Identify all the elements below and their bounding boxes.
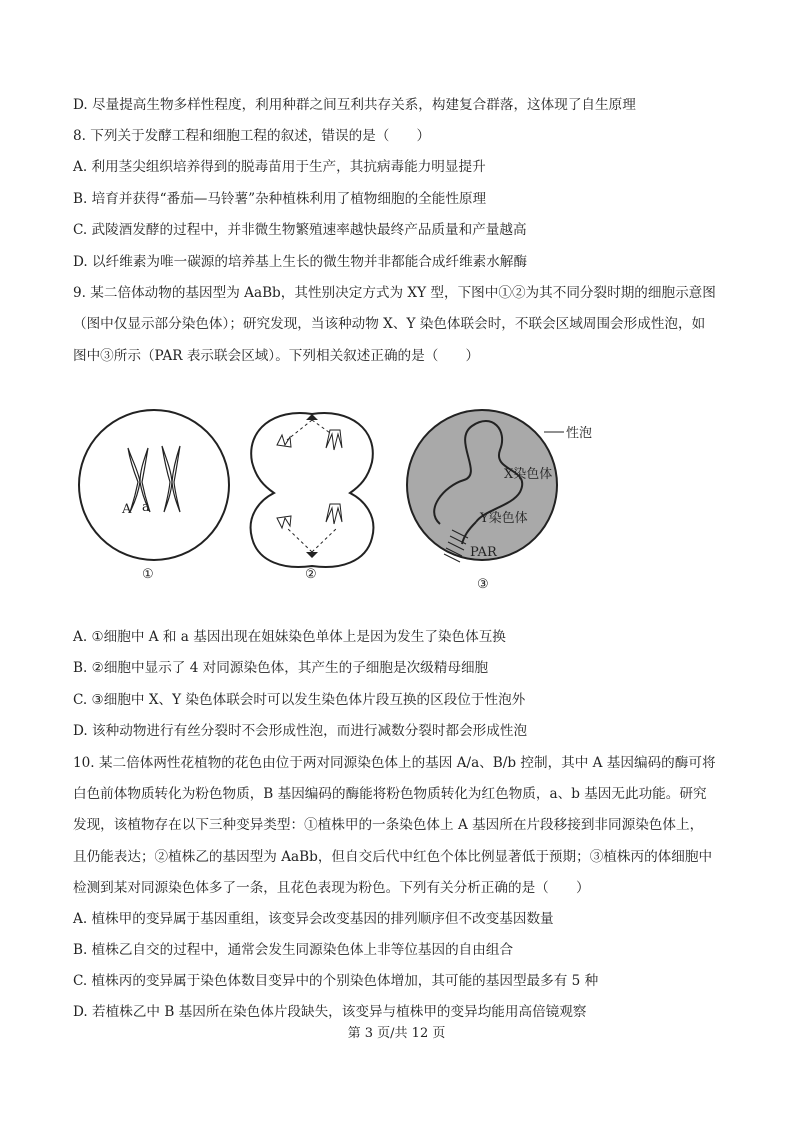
question-9-stem: 9. 某二倍体动物的基因型为 AaBb，其性别决定方式为 XY 型，下图中①②为其不同分裂时期的细胞示意图 [73, 285, 716, 301]
gene-a-upper-label: A [122, 502, 132, 517]
sex-vesicle-label: 性泡 [566, 426, 593, 441]
cell-2-label: ② [305, 567, 317, 582]
cell-diagram-figure [72, 400, 632, 600]
option-9d: D. 该种动物进行有丝分裂时不会形成性泡，而进行减数分裂时都会形成性泡 [73, 723, 528, 739]
cell-2 [251, 413, 374, 582]
question-10-stem: 且仍能表达；②植株乙的基因型为 AaBb，但自交后代中红色个体比例显著低于预期；③植株丙的体细胞中 [73, 849, 713, 865]
option-9b: B. ②细胞中显示了 4 对同源染色体，其产生的子细胞是次级精母细胞 [73, 660, 489, 676]
cell-1-label: ① [142, 567, 154, 582]
question-10-stem: 检测到某对同源染色体多了一条，且花色表现为粉色。下列有关分析正确的是（ ） [73, 880, 590, 896]
page-footer: 第 3 页/共 12 页 [347, 1026, 446, 1041]
cell-3 [407, 410, 592, 592]
question-8-stem: 8. 下列关于发酵工程和细胞工程的叙述，错误的是（ ） [73, 128, 431, 144]
y-chromosome-label: Y染色体 [480, 511, 528, 526]
par-label: PAR [470, 545, 497, 560]
question-10-stem: 白色前体物质转化为粉色物质，B 基因编码的酶能将粉色物质转化为红色物质，a、b 基因无此功能。研究 [73, 786, 707, 802]
question-9-stem: （图中仅显示部分染色体）；研究发现，当该种动物 X、Y 染色体联会时，不联会区域周围会形成性泡，如 [73, 316, 706, 332]
x-chromosome-label: X染色体 [504, 467, 553, 482]
cell-3-label: ③ [477, 577, 489, 592]
chromosome-icon [128, 446, 180, 512]
option-8d: D. 以纤维素为唯一碳源的培养基上生长的微生物并非都能合成纤维素水解酶 [73, 254, 528, 270]
text-line: D. 尽量提高生物多样性程度，利用种群之间互利共存关系，构建复合群落，这体现了自生原理 [73, 97, 636, 113]
option-10d: D. 若植株乙中 B 基因所在染色体片段缺失，该变异与植株甲的变异均能用高倍镜观察 [73, 1004, 587, 1020]
option-8c: C. 武陵酒发酵的过程中，并非微生物繁殖速率越快最终产品质量和产量越高 [73, 222, 527, 238]
question-9-stem: 图中③所示（PAR 表示联会区域）。下列相关叙述正确的是（ ） [73, 348, 480, 364]
chromosome-icon [277, 430, 342, 528]
question-10-stem: 10. 某二倍体两性花植物的花色由位于两对同源染色体上的基因 A/a、B/b 控制，其中 A 基因编码的酶可将 [73, 755, 716, 771]
option-10b: B. 植株乙自交的过程中，通常会发生同源染色体上非等位基因的自由组合 [73, 942, 514, 958]
question-10-stem: 发现，该植物存在以下三种变异类型：①植株甲的一条染色体上 A 基因所在片段移接到非同源染色体上， [73, 817, 704, 833]
option-9c: C. ③细胞中 X、Y 染色体联会时可以发生染色体片段互换的区段位于性泡外 [73, 692, 526, 708]
option-8b: B. 培育并获得“番茄—马铃薯”杂种植株利用了植物细胞的全能性原理 [73, 191, 487, 207]
option-8a: A. 利用茎尖组织培养得到的脱毒苗用于生产，其抗病毒能力明显提升 [73, 159, 486, 175]
cell-1 [79, 410, 229, 582]
gene-a-lower-label: a [142, 500, 150, 515]
option-10c: C. 植株丙的变异属于染色体数目变异中的个别染色体增加，其可能的基因型最多有 5 种 [73, 973, 599, 989]
option-9a: A. ①细胞中 A 和 a 基因出现在姐妹染色单体上是因为发生了染色体互换 [73, 629, 506, 645]
option-10a: A. 植株甲的变异属于基因重组，该变异会改变基因的排列顺序但不改变基因数量 [73, 911, 554, 927]
